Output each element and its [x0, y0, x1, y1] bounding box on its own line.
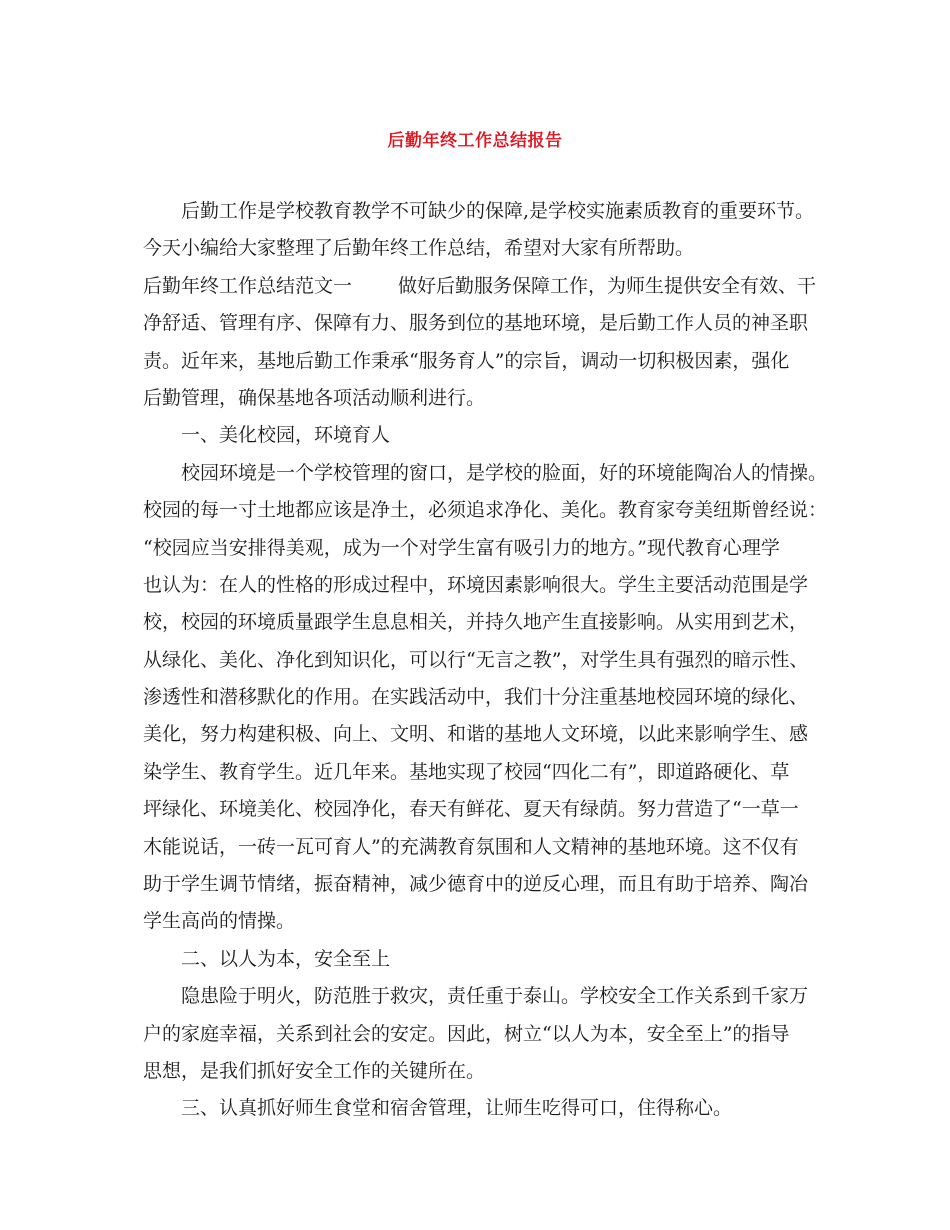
- text-line: 染学生、教育学生。近几年来。基地实现了校园“四化二有”，即道路硬化、草: [143, 760, 790, 783]
- text-line: 渗透性和潜移默化的作用。在实践活动中，我们十分注重基地校园环境的绿化、: [143, 686, 809, 709]
- text-line: 隐患险于明火，防范胜于救灾，责任重于泰山。学校安全工作关系到千家万: [181, 985, 809, 1008]
- document-body: [143, 193, 828, 1128]
- text-line: 校园的每一寸土地都应该是净土，必须追求净化、美化。教育家夸美纽斯曾经说：: [143, 499, 828, 522]
- section-heading: 一、美化校园，环境育人: [181, 424, 391, 447]
- text-line: 净舒适、管理有序、保障有力、服务到位的基地环境，是后勤工作人员的神圣职: [143, 312, 809, 335]
- text-line: 从绿化、美化、净化到知识化，可以行“无言之教”，对学生具有强烈的暗示性、: [143, 648, 809, 671]
- text-line: 木能说话，一砖一瓦可育人”的充满教育氛围和人文精神的基地环境。这不仅有: [143, 835, 799, 858]
- text-line: 美化，努力构建积极、向上、文明、和谐的基地人文环境，以此来影响学生、感: [143, 723, 809, 746]
- page-title: 后勤年终工作总结报告: [387, 131, 563, 151]
- section-heading: 后勤年终工作总结范文一: [143, 274, 353, 297]
- text-line: [143, 268, 817, 305]
- text-line: 校园环境是一个学校管理的窗口，是学校的脸面，好的环境能陶冶人的情操。: [181, 461, 828, 484]
- text-line: 后勤管理，确保基地各项活动顺利进行。: [143, 386, 486, 409]
- text-line: 思想，是我们抓好安全工作的关键所在。: [143, 1059, 486, 1082]
- text-line: 户的家庭幸福，关系到社会的安定。因此，树立“以人为本，安全至上”的指导: [143, 1022, 790, 1045]
- section-heading: 三、认真抓好师生食堂和宿舍管理，让师生吃得可口，住得称心。: [181, 1097, 733, 1120]
- text-line: 坪绿化、环境美化、校园净化，春天有鲜花、夏天有绿荫。努力营造了“一草一: [143, 798, 799, 821]
- text-line: 今天小编给大家整理了后勤年终工作总结，希望对大家有所帮助。: [143, 237, 695, 260]
- text-line-segment: 做好后勤服务保障工作，为师生提供安全有效、干: [398, 274, 817, 297]
- text-line: 助于学生调节情绪，振奋精神，减少德育中的逆反心理，而且有助于培养、陶冶: [143, 873, 809, 896]
- text-line: 后勤工作是学校教育教学不可缺少的保障,是学校实施素质教育的重要环节。: [181, 200, 815, 222]
- text-line: 学生高尚的情操。: [143, 910, 296, 933]
- text-line: 责。近年来，基地后勤工作秉承“服务育人”的宗旨，调动一切积极因素，强化: [143, 349, 790, 372]
- text-line: 校，校园的环境质量跟学生息息相关，并持久地产生直接影响。从实用到艺术，: [143, 611, 809, 634]
- text-line: “校园应当安排得美观，成为一个对学生富有吸引力的地方。”现代教育心理学: [143, 536, 780, 559]
- text-line: 也认为：在人的性格的形成过程中，环境因素影响很大。学生主要活动范围是学: [143, 573, 809, 596]
- section-heading: 二、以人为本，安全至上: [181, 947, 391, 970]
